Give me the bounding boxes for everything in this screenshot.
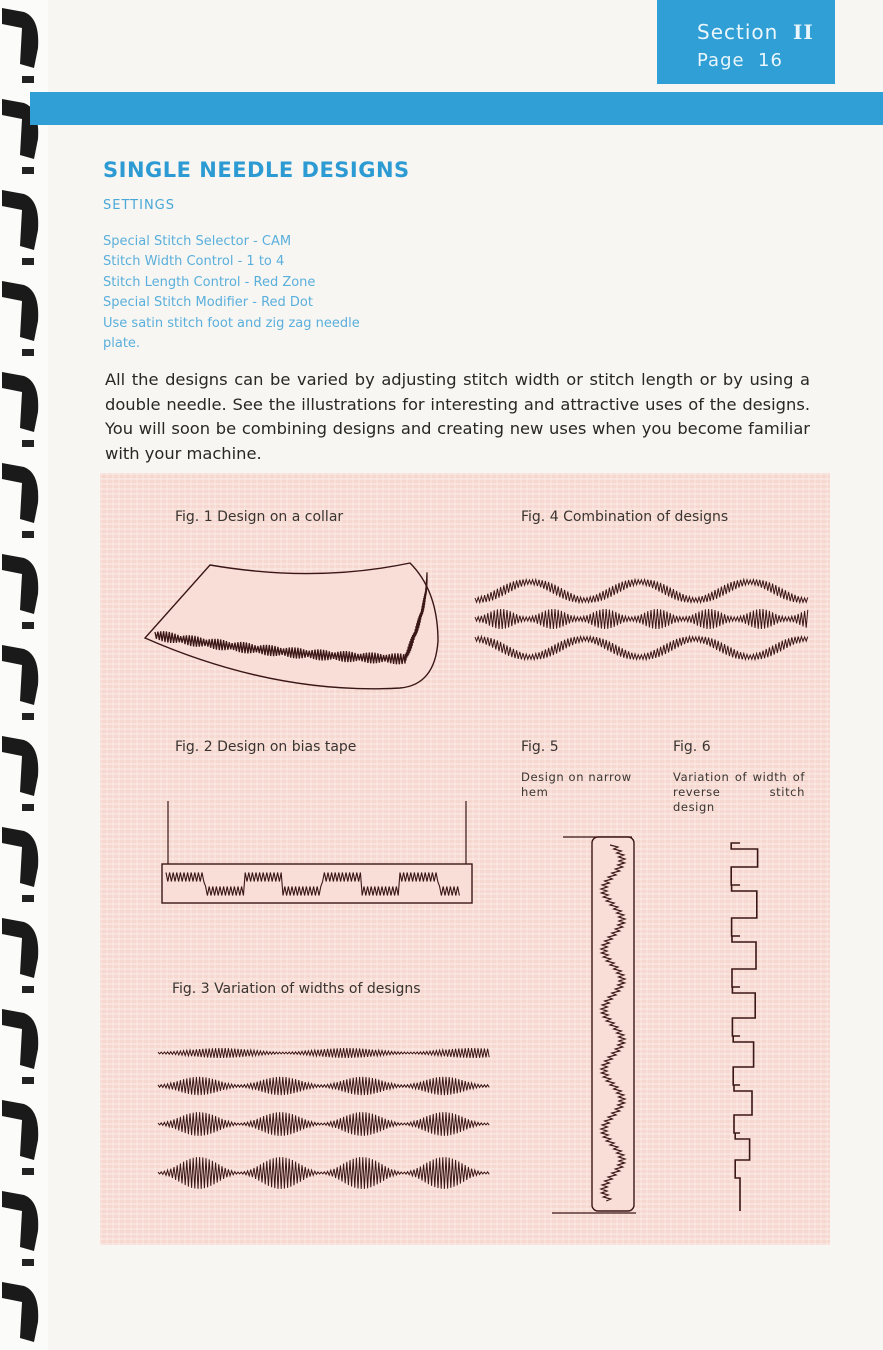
binding-hole — [22, 1259, 34, 1266]
section-tab — [657, 0, 835, 84]
section-number: II — [793, 20, 814, 44]
page-title: SINGLE NEEDLE DESIGNS — [103, 158, 410, 182]
fig5-caption: Fig. 5 — [521, 739, 559, 755]
setting-line: plate. — [103, 336, 141, 352]
fig6-caption: Fig. 6 — [673, 739, 711, 755]
stitch-row — [158, 1112, 489, 1136]
stitch-illustrations — [100, 473, 830, 1245]
fig5-description: Design on narrow hem — [521, 770, 632, 799]
reverse-stitch-illustration — [731, 843, 757, 1211]
binding-hole — [22, 713, 34, 720]
binding-hole — [22, 986, 34, 993]
section-label: Section II — [697, 20, 814, 44]
fig1-caption: Fig. 1 Design on a collar — [175, 509, 344, 525]
fig3-caption: Fig. 3 Variation of widths of designs — [172, 981, 421, 997]
binding-hole — [22, 167, 34, 174]
stitch-row — [158, 1048, 489, 1058]
page-label: Page 16 — [697, 50, 783, 71]
stitch-row — [475, 580, 808, 603]
width-variation-illustration — [158, 1048, 489, 1189]
binding-hole — [22, 76, 34, 83]
binding-hole — [22, 440, 34, 447]
binding-hole — [22, 1168, 34, 1175]
binding-hole — [22, 531, 34, 538]
stitch-row — [158, 1157, 489, 1189]
narrow-hem-illustration — [552, 837, 636, 1213]
setting-line: Special Stitch Selector - CAM — [103, 234, 292, 249]
setting-line: Stitch Width Control - 1 to 4 — [103, 254, 285, 270]
spiral-binding — [0, 0, 48, 1350]
settings-heading: SETTINGS — [103, 198, 176, 213]
stitch-row — [158, 1077, 489, 1095]
setting-line: Stitch Length Control - Red Zone — [103, 274, 316, 290]
setting-line: Special Stitch Modifier - Red Dot — [103, 295, 313, 311]
fig2-caption: Fig. 2 Design on bias tape — [175, 739, 357, 755]
fig6-description: Variation of width of reverse stitch design — [673, 770, 805, 814]
binding-hole — [22, 895, 34, 902]
binding-hole — [22, 622, 34, 629]
collar-illustration — [145, 563, 438, 689]
header-bar — [30, 92, 883, 125]
settings-list — [103, 232, 423, 354]
binding-hole — [22, 1077, 34, 1084]
page-number: 16 — [758, 50, 783, 71]
stitch-row — [475, 637, 808, 660]
binding-hole — [22, 804, 34, 811]
bias-tape-illustration — [162, 801, 472, 903]
illustration-panel — [100, 473, 830, 1245]
binding-hole — [22, 349, 34, 356]
stitch-row — [475, 609, 808, 629]
setting-line: Use satin stitch foot and zig zag needle — [103, 315, 360, 331]
binding-hole — [22, 258, 34, 265]
intro-paragraph: All the designs can be varied by adjusting stitch width or stitch length or by using a double needle. See the illustrations for interesting and attractive uses of the designs. You will soon be combining designs and creating new uses when you become familiar with your machine. — [105, 370, 810, 463]
combination-illustration — [475, 580, 808, 660]
fig4-caption: Fig. 4 Combination of designs — [521, 509, 729, 525]
